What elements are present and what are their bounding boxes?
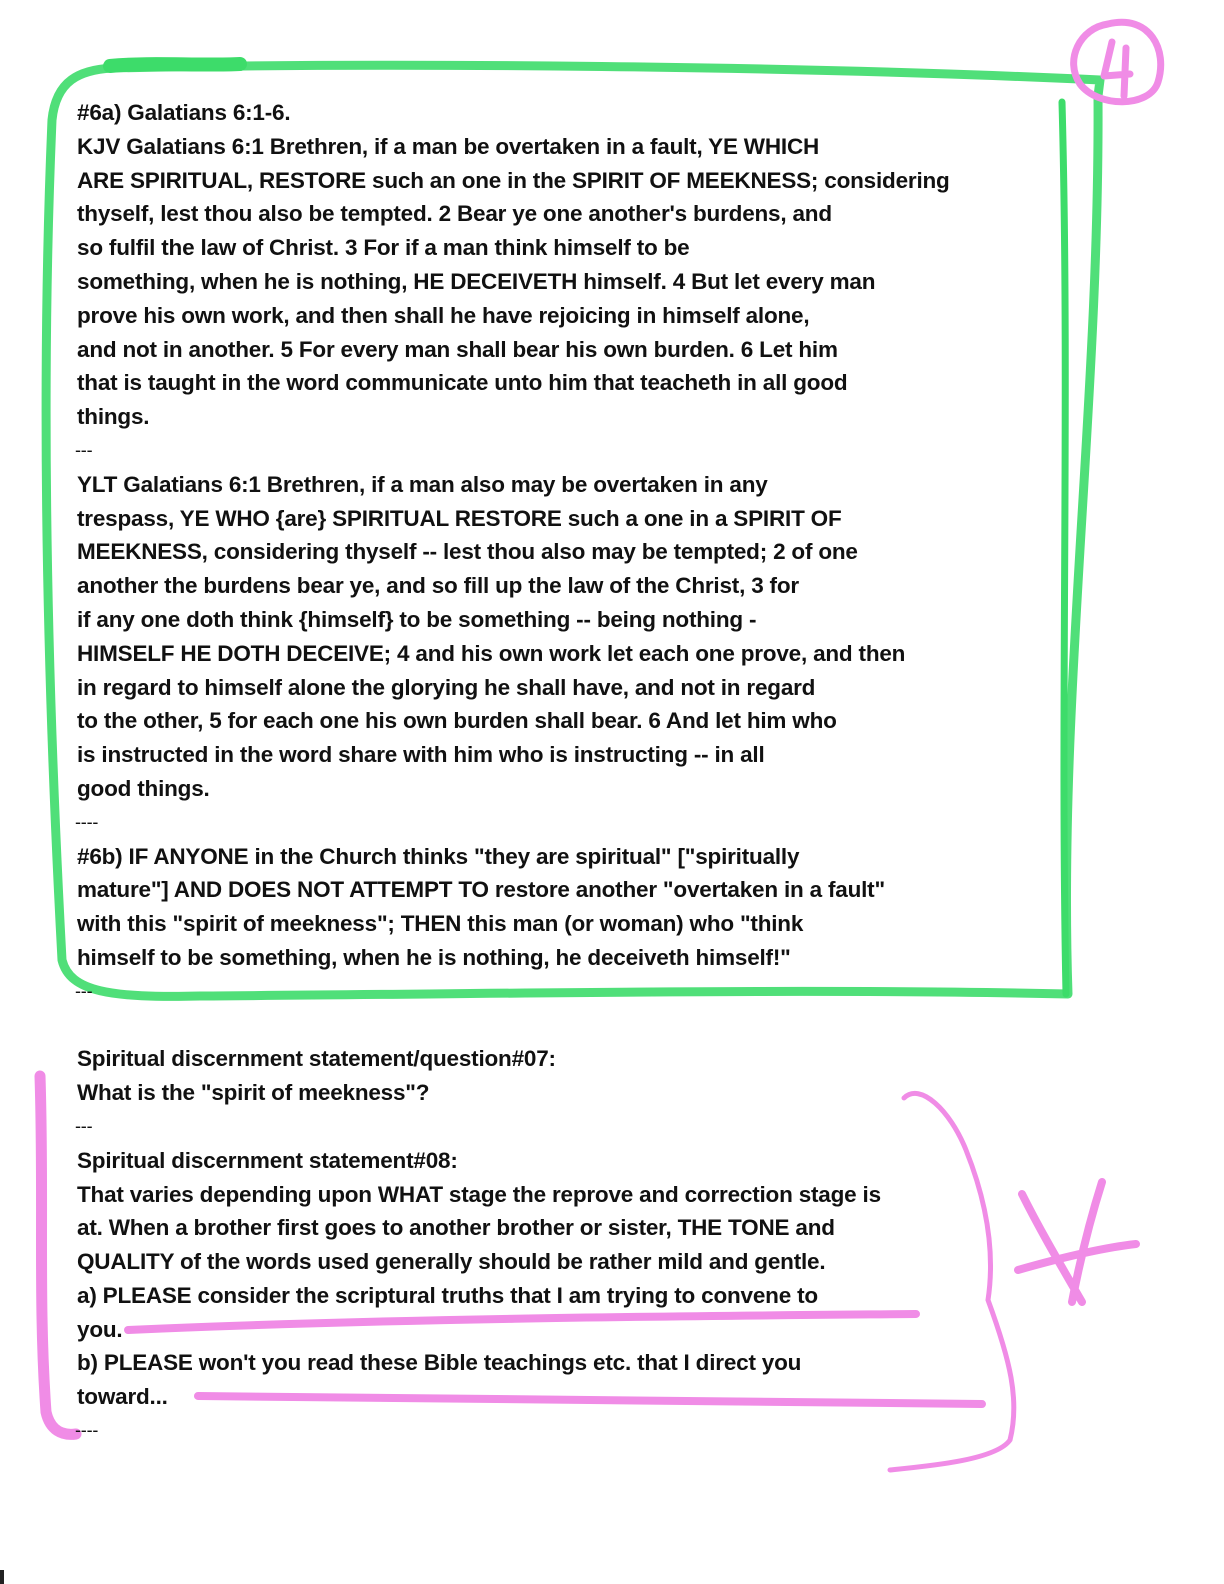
statement-07-line: What is the "spirit of meekness"? [77,1080,430,1106]
pink-star-mark [1018,1182,1136,1302]
statement-07-line: Spiritual discernment statement/question#07: [77,1046,556,1072]
green-box-right-edge [1062,102,1066,994]
section-6b-line: #6b) IF ANYONE in the Church thinks "they are spiritual" ["spiritually [77,843,800,869]
separator: --- [75,1115,93,1136]
kjv-line: prove his own work, and then shall he have rejoicing in himself alone, [77,302,810,328]
pink-number-four-icon [1104,42,1130,96]
ylt-line: YLT Galatians 6:1 Brethren, if a man also may be overtaken in any [77,471,768,497]
separator: ---- [75,1420,99,1441]
kjv-line: and not in another. 5 For every man shall bear his own burden. 6 Let him [77,336,838,362]
page-body [77,96,997,1448]
statement-08-line: at. When a brother first goes to another brother or sister, THE TONE and [77,1215,835,1241]
statement-08-line: toward... [77,1384,168,1410]
section-6b-line: himself to be something, when he is nothing, he deceiveth himself!" [77,944,791,970]
separator: --- [75,439,93,460]
green-box-top-thick [110,64,240,66]
blank-line [77,1009,997,1043]
pink-circle-page-number [1074,22,1161,101]
kjv-line: ARE SPIRITUAL, RESTORE such an one in the SPIRIT OF MEEKNESS; considering [77,167,950,193]
ylt-line: to the other, 5 for each one his own burden shall bear. 6 And let him who [77,708,837,734]
ylt-line: another the burdens bear ye, and so fill up the law of the Christ, 3 for [77,573,799,599]
statement-08-line: you. [77,1316,123,1342]
separator: ---- [75,811,99,832]
section-heading: #6a) Galatians 6:1-6. [77,100,291,125]
ylt-line: is instructed in the word share with him who is instructing -- in all [77,742,765,768]
statement-08-line: That varies depending upon WHAT stage the reprove and correction stage is [77,1181,881,1207]
ylt-line: HIMSELF HE DOTH DECEIVE; 4 and his own work let each one prove, and then [77,640,906,666]
separator: --- [75,980,93,1001]
statement-08-line: QUALITY of the words used generally should be rather mild and gentle. [77,1249,826,1275]
kjv-line: something, when he is nothing, HE DECEIVETH himself. 4 But let every man [77,268,876,294]
kjv-line: things. [77,404,150,430]
statement-08-line: Spiritual discernment statement#08: [77,1147,458,1173]
ylt-line: MEEKNESS, considering thyself -- lest thou also may be tempted; 2 of one [77,539,858,565]
ylt-line: trespass, YE WHO {are} SPIRITUAL RESTORE such a one in a SPIRIT OF [77,505,842,531]
section-6b-line: with this "spirit of meekness"; THEN this man (or woman) who "think [77,911,804,937]
kjv-line: so fulfil the law of Christ. 3 For if a man think himself to be [77,235,690,261]
ylt-line: in regard to himself alone the glorying he shall have, and not in regard [77,674,816,700]
scan-mark [0,1570,4,1584]
pink-left-bracket [40,1076,76,1434]
ylt-line: if any one doth think {himself} to be something -- being nothing - [77,606,757,632]
statement-08-line: b) PLEASE won't you read these Bible teachings etc. that I direct you [77,1350,802,1376]
kjv-line: that is taught in the word communicate unto him that teacheth in all good [77,370,848,396]
statement-08-line: a) PLEASE consider the scriptural truths that I am trying to convene to [77,1282,818,1308]
ylt-line: good things. [77,775,210,801]
section-6b-line: mature"] AND DOES NOT ATTEMPT TO restore another "overtaken in a fault" [77,877,885,903]
kjv-line: KJV Galatians 6:1 Brethren, if a man be overtaken in a fault, YE WHICH [77,133,820,159]
kjv-line: thyself, lest thou also be tempted. 2 Bear ye one another's burdens, and [77,201,832,227]
